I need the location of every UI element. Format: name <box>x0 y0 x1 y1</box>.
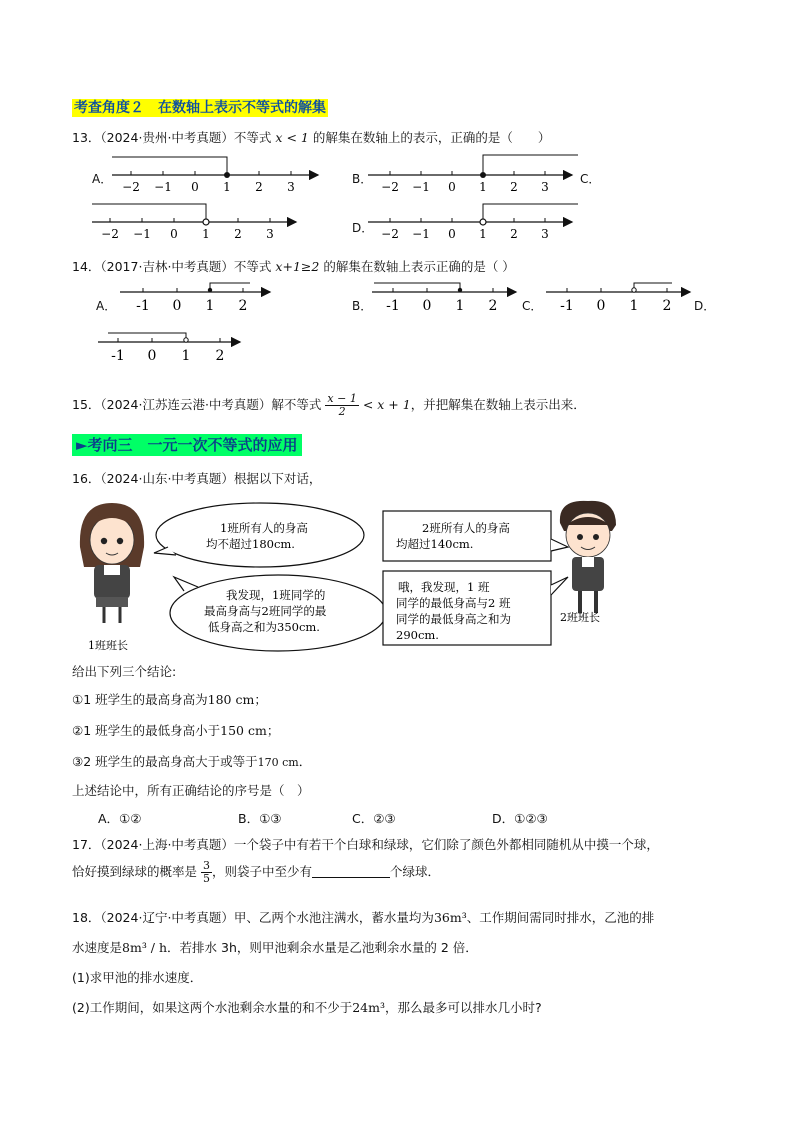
closed-dot <box>208 288 212 292</box>
speech-bubble-4 <box>383 571 568 645</box>
inequality-rest: < x + 1 <box>362 397 411 412</box>
text: ．若排水 3h，则甲池剩余水量是乙池剩余水量的 2 倍． <box>167 940 478 955</box>
inequality: x < 1 <box>275 130 309 145</box>
numerator: x − 1 <box>327 392 357 405</box>
option-c-label: C． <box>580 172 601 186</box>
question-source: （2024·山东·中考真题） <box>100 471 234 486</box>
question-18-sub-2 <box>72 998 542 1016</box>
bubble-line: 低身高之和为350cm. <box>208 620 320 634</box>
tick-label: 1 <box>181 348 191 364</box>
numerator: 3 <box>203 859 210 872</box>
tick-label: −1 <box>133 227 151 241</box>
text: ①1 班学生的最高身高为 <box>72 692 208 707</box>
question-source: （2024·江苏连云港·中考真题） <box>100 397 272 412</box>
text: (2)工作期间，如果这两个水池剩余水量的和不少于 <box>72 1000 353 1015</box>
denominator: 5 <box>203 872 210 885</box>
text: 、工作期间需同时排水，乙池的排 <box>466 910 655 925</box>
tick-label: 2 <box>662 298 672 314</box>
tick-label: 3 <box>266 227 274 241</box>
text: ③2 班学生的最高身高大于或等于 <box>72 754 258 769</box>
numberline-13b <box>368 155 578 194</box>
closed-dot <box>224 172 230 178</box>
open-dot <box>184 338 188 342</box>
value: 170 cm <box>257 756 299 769</box>
option-a-label: A． <box>92 172 113 186</box>
tick-label: 1 <box>479 227 487 241</box>
bubble-line: 均不超过180cm. <box>206 537 295 551</box>
tick-label: 0 <box>596 298 606 314</box>
choice-b: B．①③ <box>238 811 282 826</box>
boy-monitor-figure <box>560 501 616 613</box>
tick-label: 0 <box>448 180 456 194</box>
text: 甲、乙两个水池注满水，蓄水量均为 <box>233 910 434 925</box>
question-source: （2024·上海·中考真题） <box>100 837 234 852</box>
option-a-label: A． <box>96 299 117 313</box>
question-16-ask: 上述结论中，所有正确结论的序号是（ ） <box>72 783 310 798</box>
option-c-label: C． <box>522 299 543 313</box>
question-18-line-2 <box>72 938 478 956</box>
numberline-13a <box>112 157 318 194</box>
open-dot <box>480 219 486 225</box>
tick-label: 2 <box>238 298 248 314</box>
question-number: 16． <box>72 471 101 486</box>
tick-label: 2 <box>255 180 263 194</box>
text: 的解集在数轴上的表示，正确的是（ ） <box>312 130 551 145</box>
bubble-line: 1班所有人的身高 <box>220 521 308 535</box>
conclusions-intro: 给出下列三个结论: <box>72 664 177 679</box>
tick-label: 0 <box>191 180 199 194</box>
tick-label: 1 <box>455 298 465 314</box>
conclusion-2 <box>72 721 279 739</box>
question-17-line-2 <box>72 860 440 885</box>
tick-label: 1 <box>202 227 210 241</box>
option-d-label: D． <box>352 221 374 235</box>
question-source: （2017·吉林·中考真题） <box>100 259 234 274</box>
tick-label: 2 <box>510 227 518 241</box>
text: ，则袋子中至少有 <box>212 864 313 879</box>
girl-label: 1班班长 <box>88 639 128 652</box>
text: 不等式 <box>233 259 272 274</box>
tick-label: −2 <box>381 227 399 241</box>
denominator: 2 <box>338 405 346 418</box>
bubble-line: 同学的最低身高之和为 <box>396 612 511 626</box>
text: ； <box>266 723 280 738</box>
numberline-14c <box>546 283 690 314</box>
dialogue-illustration <box>60 495 660 660</box>
bubble-line: 290cm. <box>396 628 439 642</box>
tick-label: 3 <box>541 227 549 241</box>
text: 的解集在数轴上表示正确的是（ ） <box>323 259 515 274</box>
tick-label: 1 <box>223 180 231 194</box>
tick-label: −1 <box>412 227 430 241</box>
text: ． <box>298 754 312 769</box>
tick-label: 1 <box>629 298 639 314</box>
option-b-label: B． <box>352 172 373 186</box>
tick-label: 3 <box>287 180 295 194</box>
text: 恰好摸到绿球的概率是 <box>72 864 198 879</box>
question-number: 14． <box>72 259 101 274</box>
option-d-label: D． <box>694 299 716 313</box>
tick-label: -1 <box>386 298 400 314</box>
text: ，并把解集在数轴上表示出来． <box>410 397 586 412</box>
bubble-line: 我发现，1班同学的 <box>226 588 326 602</box>
section-heading-3 <box>72 434 302 455</box>
tick-label: 2 <box>234 227 242 241</box>
numberline-14b <box>372 283 516 314</box>
tick-label: −1 <box>412 180 430 194</box>
girl-monitor-figure <box>80 503 144 623</box>
open-dot <box>632 288 636 292</box>
text: 不等式 <box>233 130 272 145</box>
bubble-line: 2班所有人的身高 <box>422 521 510 535</box>
speech-bubble-1 <box>154 503 364 567</box>
bubble-line: 均超过140cm. <box>396 537 474 551</box>
speech-bubble-2 <box>170 575 386 651</box>
tick-label: -1 <box>111 348 125 364</box>
choice-c: C．②③ <box>352 811 396 826</box>
tick-label: 3 <box>541 180 549 194</box>
tick-label: 0 <box>147 348 157 364</box>
tick-label: −2 <box>122 180 140 194</box>
question-16 <box>72 469 321 487</box>
question-source: （2024·辽宁·中考真题） <box>100 910 234 925</box>
text: 解不等式 <box>271 397 322 412</box>
question-source: （2024·贵州·中考真题） <box>100 130 234 145</box>
tick-label: 1 <box>479 180 487 194</box>
q13-number-lines <box>0 0 800 260</box>
tick-label: 0 <box>172 298 182 314</box>
numberline-14a <box>120 283 270 314</box>
text: 水速度是 <box>72 940 123 955</box>
question-18-sub-1: (1)求甲池的排水速度． <box>72 970 203 985</box>
conclusion-1 <box>72 690 267 708</box>
closed-dot <box>458 288 462 292</box>
tick-label: 1 <box>205 298 215 314</box>
numberline-13c <box>92 204 296 241</box>
tick-label: -1 <box>136 298 150 314</box>
section-title: ►考向三 一元一次不等式的应用 <box>72 434 302 456</box>
question-17-line-1 <box>72 835 659 853</box>
question-18-line-1 <box>72 908 654 926</box>
option-b-label: B． <box>352 299 373 313</box>
choice-a: A．①② <box>98 811 142 826</box>
bubble-line: 哦，我发现，1 班 <box>398 580 490 594</box>
boy-label: 2班班长 <box>560 611 600 624</box>
answer-blank[interactable] <box>312 865 390 878</box>
fraction <box>325 393 358 418</box>
conclusion-3 <box>72 752 311 770</box>
question-number: 15． <box>72 397 101 412</box>
tick-label: 2 <box>488 298 498 314</box>
text: 一个袋子中有若干个白球和绿球，它们除了颜色外都相同随机从中摸一个球， <box>233 837 659 852</box>
value: 36m³ <box>433 910 467 925</box>
tick-label: 0 <box>422 298 432 314</box>
value: 180 cm <box>207 692 255 707</box>
bubble-line: 同学的最低身高与2 班 <box>396 596 511 610</box>
closed-dot <box>480 172 486 178</box>
open-dot <box>203 219 209 225</box>
text: ； <box>254 692 267 707</box>
question-number: 17． <box>72 837 101 852</box>
text: 根据以下对话， <box>233 471 322 486</box>
fraction <box>201 860 212 885</box>
speech-bubble-3 <box>383 511 568 561</box>
value: 150 cm <box>220 723 267 738</box>
tick-label: −2 <box>381 180 399 194</box>
text: 个绿球． <box>390 864 441 879</box>
question-number: 13． <box>72 130 101 145</box>
value: 24m³ <box>352 1000 385 1015</box>
section-title: 考查角度２ 在数轴上表示不等式的解集 <box>74 100 326 116</box>
tick-label: 2 <box>215 348 225 364</box>
question-number: 18． <box>72 910 101 925</box>
tick-label: -1 <box>560 298 574 314</box>
text: ②1 班学生的最低身高小于 <box>72 723 221 738</box>
value: 8m³ / h <box>122 940 168 955</box>
tick-label: 0 <box>170 227 178 241</box>
tick-label: −1 <box>154 180 172 194</box>
q14-number-lines <box>0 270 800 380</box>
tick-label: 2 <box>510 180 518 194</box>
numberline-14d <box>98 333 240 364</box>
inequality: x+1≥2 <box>275 259 320 274</box>
question-15 <box>72 393 586 418</box>
numberline-13d <box>368 204 578 241</box>
bubble-line: 最高身高与2班同学的最 <box>204 604 327 618</box>
choice-d: D．①②③ <box>492 811 548 826</box>
tick-label: −2 <box>101 227 119 241</box>
text: ，那么最多可以排水几小时? <box>385 1000 542 1015</box>
tick-label: 0 <box>448 227 456 241</box>
